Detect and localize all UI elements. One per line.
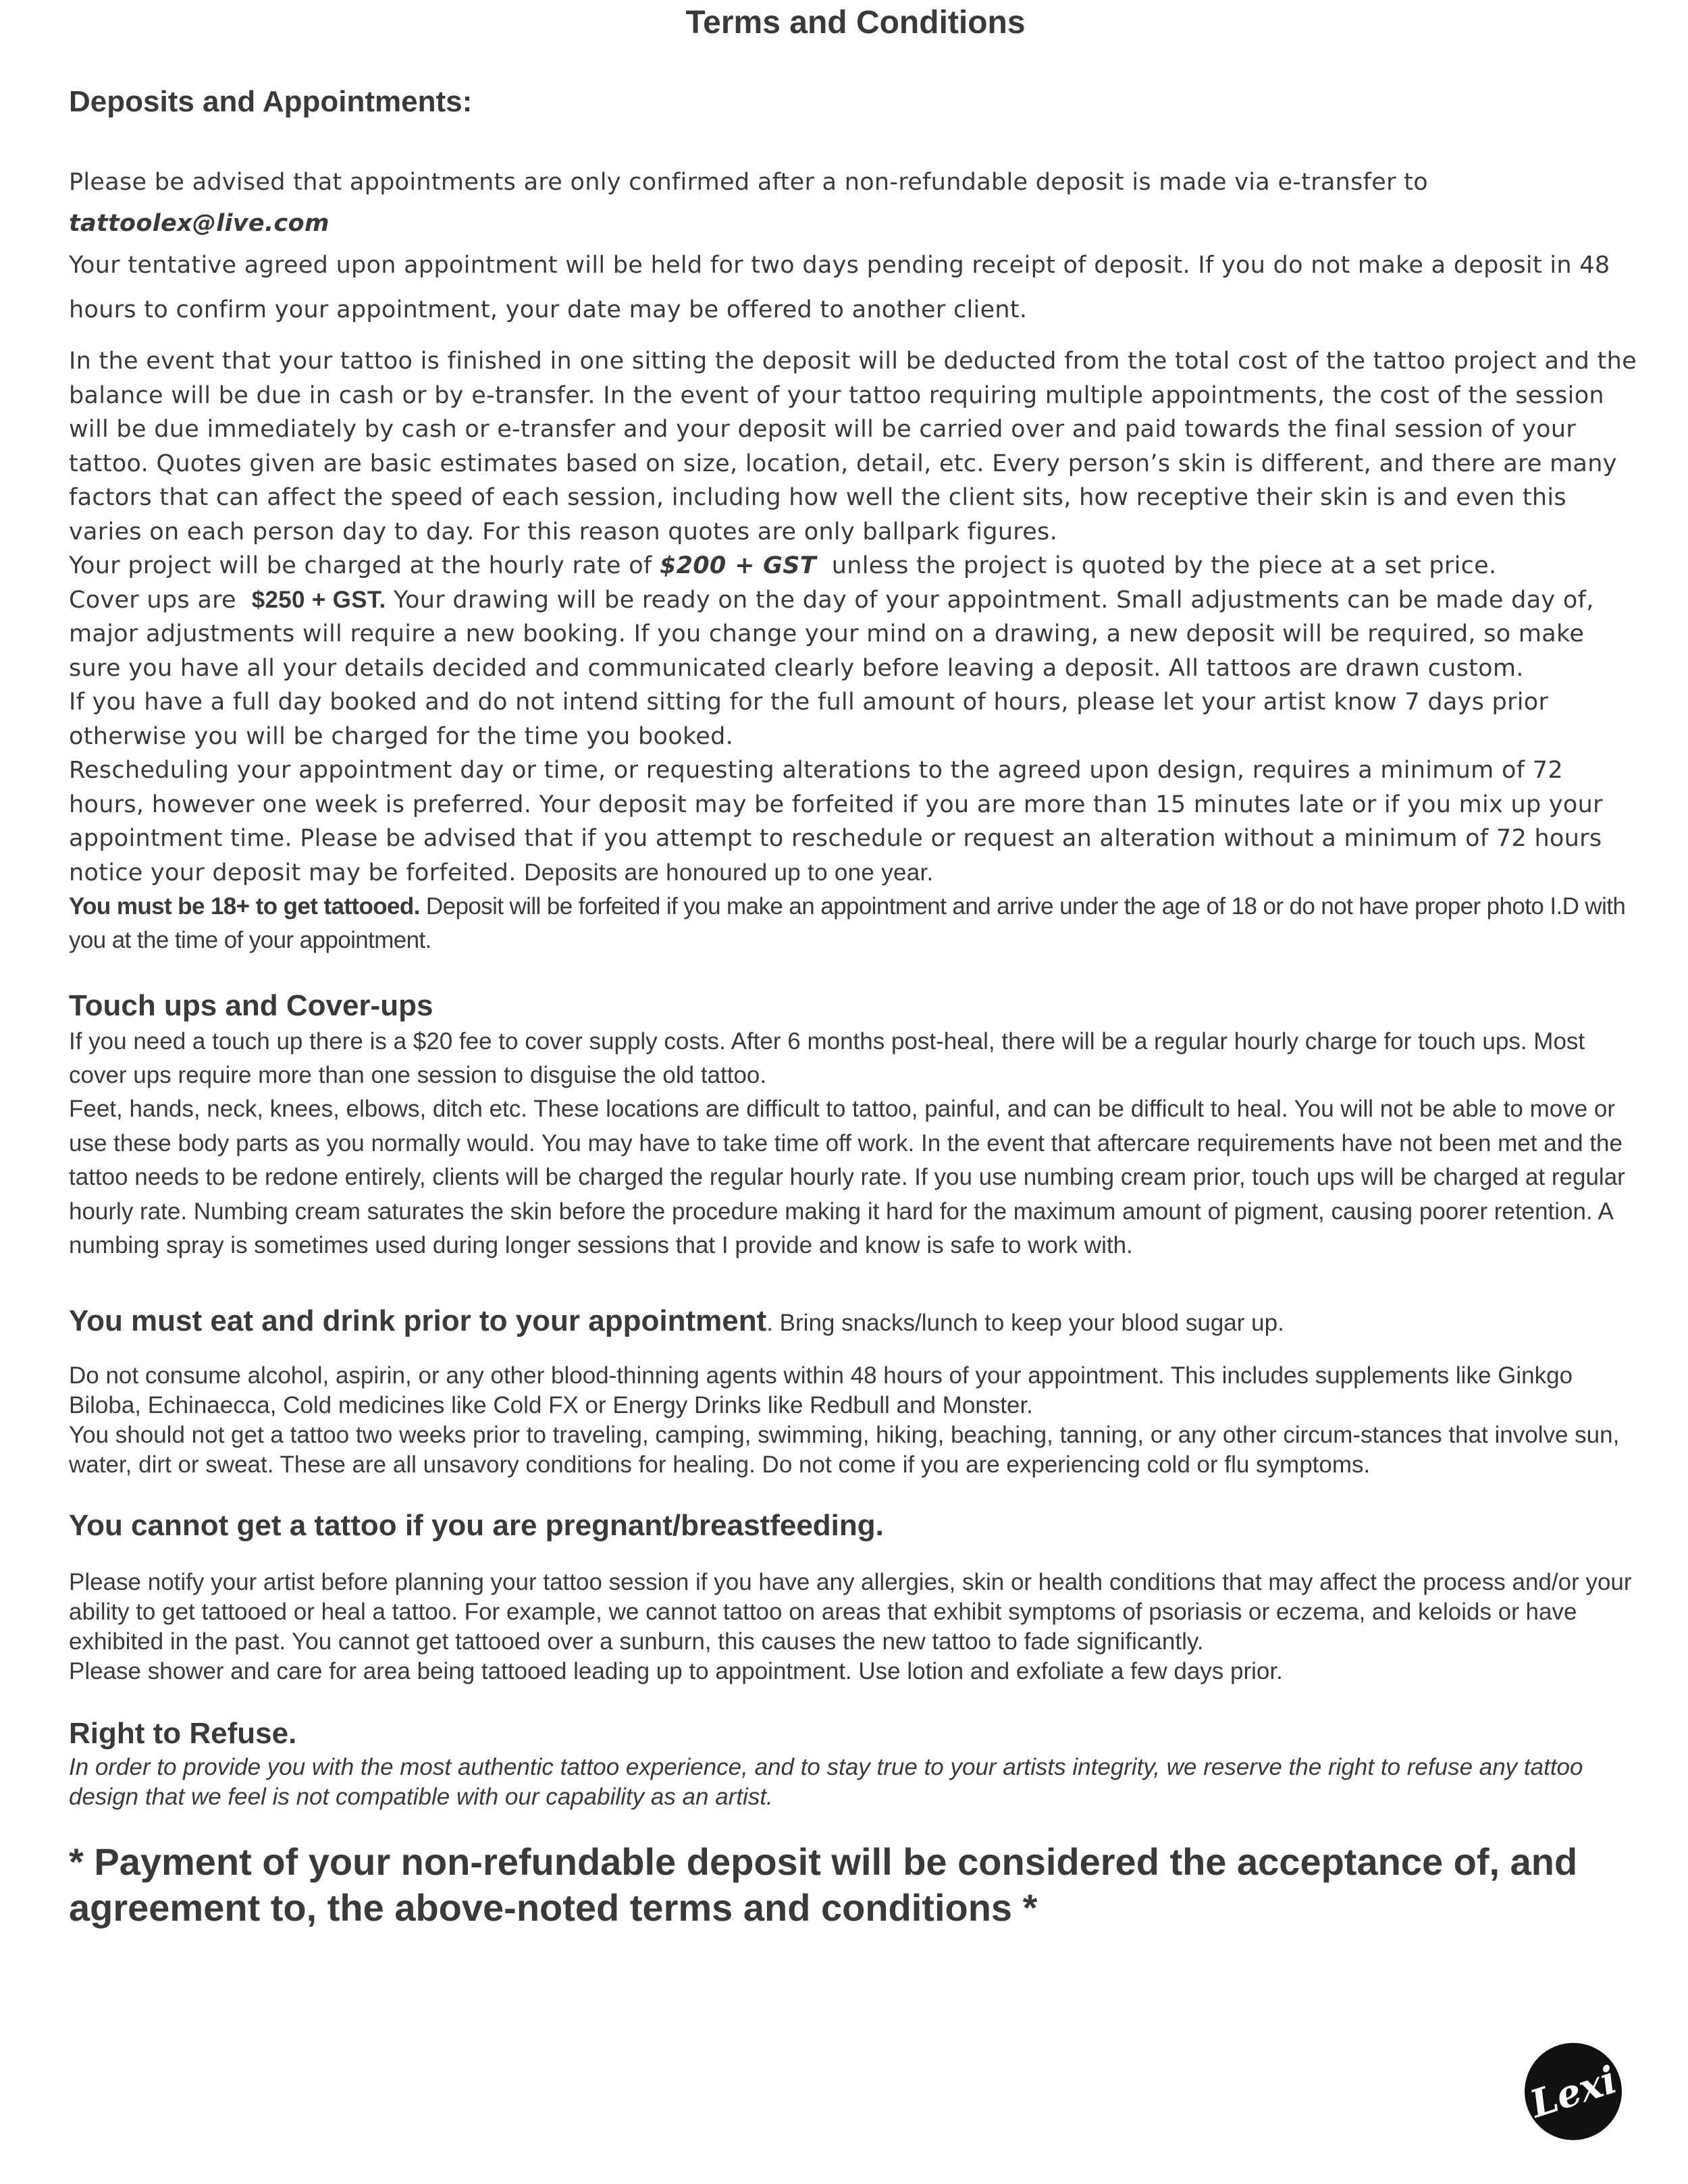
cover-ups-suffix: Your drawing will be ready on the day of your appointment. Small adjustments can be made day of, major adjustments will require a new booking. If you change your mind on a drawing, a new deposit will be required, so make sure you have all your details decided and communicated clearly before leaving a deposit. All tattoos are drawn custom. [69, 586, 1594, 682]
touchup-fee-text: If you need a touch up there is a $20 fee to cover supply costs. After 6 months post-heal, there will be a regular hourly charge for touch ups. Most cover ups require more than one session to disguise the old tattoo. [69, 1028, 1585, 1088]
touchups-heading: Touch ups and Cover-ups [69, 989, 433, 1022]
refuse-heading: Right to Refuse. [69, 1716, 297, 1750]
cover-ups-text [69, 583, 1642, 686]
age-requirement-text [69, 890, 1642, 957]
cover-ups-prefix: Cover ups are [69, 586, 236, 614]
pregnancy-heading: You cannot get a tattoo if you are pregnant/breastfeeding. [69, 1508, 884, 1542]
age-requirement-bold: You must be 18+ to get tattooed. [69, 893, 420, 920]
rescheduling-text [69, 753, 1642, 890]
eat-drink-section [69, 1301, 1642, 1480]
hourly-rate-suffix: unless the project is quoted by the piece at a set price. [831, 552, 1497, 579]
svg-text:Lexi: Lexi [1525, 2057, 1623, 2127]
eat-drink-line [69, 1301, 1642, 1343]
hourly-rate-text [69, 549, 1642, 583]
deposit-confirm-text: Please be advised that appointments are only confirmed after a non-refundable deposit is made via e-transfer to [69, 169, 1428, 196]
rescheduling-main: Rescheduling your appointment day or time, or requesting alterations to the agreed upon design, requires a minimum of 72 hours, however one week is preferred. Your deposit may be forfeited if you are more than 15 minutes late or if you mix up your appointment time. Please be advised that if you attempt to reschedule or request an alteration without a minimum of 72 hours notice your deposit may be forfeited. [69, 757, 1603, 886]
hourly-rate-prefix: Your project will be charged at the hourly rate of [69, 552, 652, 579]
eat-drink-heading: You must eat and drink prior to your appointment [69, 1304, 767, 1337]
eat-drink-tail: . Bring snacks/lunch to keep your blood sugar up. [766, 1309, 1284, 1336]
refuse-section [69, 1715, 1642, 1812]
difficult-locations-text: Feet, hands, neck, knees, elbows, ditch etc. These locations are difficult to tattoo, painful, and can be difficult to heal. You will not be able to move or use these body parts as you normally would. You may have to take time off work. In the event that aftercare requirements have not been met and the tattoo needs to be redone entirely, clients will be charged the regular hourly rate. If you use numbing cream prior, touch ups will be charged at regular hourly rate. Numbing cream saturates the skin before the procedure making it hard for the maximum amount of pigment, causing poorer retention. A numbing spray is sometimes used during longer sessions that I provide and know is safe to work with. [69, 1096, 1625, 1258]
acceptance-statement: * Payment of your non-refundable deposit will be considered the acceptance of, and agreement to, the above-noted terms and conditions * [69, 1840, 1578, 1929]
shower-care-text: Please shower and care for area being tattooed leading up to appointment. Use lotion and exfoliate a few days prior. [69, 1657, 1283, 1684]
deposits-honoured: Deposits are honoured up to one year. [524, 859, 934, 886]
pregnancy-section [69, 1507, 1642, 1686]
refuse-text: In order to provide you with the most authentic tattoo experience, and to stay true to your artists integrity, we reserve the right to refuse any tattoo design that we feel is not compatible with our capability as an artist. [69, 1753, 1583, 1810]
page-title: Terms and Conditions [685, 5, 1026, 41]
cover-ups-price: $250 + GST. [251, 586, 386, 613]
touchups-section [69, 987, 1642, 1263]
terms-document [69, 0, 1642, 1931]
age-requirement-rest: Deposit will be forfeited if you make an appointment and arrive under the age of 18 or do not have proper photo I.D with you at the time of your appointment. [69, 893, 1626, 953]
travel-warning-text: You should not get a tattoo two weeks prior to traveling, camping, swimming, hiking, beaching, tanning, or any other circum-stances that involve sun, water, dirt or sweat. These are all unsavory conditions for healing. Do not come if you are experiencing cold or flu symptoms. [69, 1421, 1620, 1478]
deposit-deduction-text: In the event that your tattoo is finished in one sitting the deposit will be deducted from the total cost of the tattoo project and the balance will be due in cash or by e-transfer. In the event of your tattoo requiring multiple appointments, the cost of the session will be due immediately by cash or e-transfer and your deposit will be carried over and paid towards the final session of your tattoo. Quotes given are basic estimates based on size, location, detail, etc. Every person’s skin is different, and there are many factors that can affect the speed of each session, including how well the client sits, how receptive their skin is and even this varies on each person day to day. For this reason quotes are only ballpark figures. [69, 348, 1637, 545]
deposits-heading: Deposits and Appointments: [69, 85, 473, 118]
blood-thinners-text: Do not consume alcohol, aspirin, or any other blood-thinning agents within 48 hours of your appointment. This includes supplements like Ginkgo Biloba, Echinaecca, Cold medicines like Cold FX or Energy Drinks like Redbull and Monster. [69, 1362, 1573, 1418]
tentative-hold-text: Your tentative agreed upon appointment will be held for two days pending receipt of deposit. If you do not make a deposit in 48 hours to confirm your appointment, your date may be offered to another client. [69, 252, 1610, 323]
full-day-text: If you have a full day booked and do not intend sitting for the full amount of hours, please let your artist know 7 days prior otherwise you will be charged for the time you booked. [69, 689, 1549, 750]
lexi-logo-icon [1523, 2041, 1624, 2142]
deposits-section [69, 85, 1642, 957]
deposit-details-block [69, 344, 1642, 957]
allergies-text: Please notify your artist before planning your tattoo session if you have any allergies, skin or health conditions that may affect the process and/or your ability to get tattooed or heal a tattoo. For example, we cannot tattoo on areas that exhibit symptoms of psoriasis or eczema, and keloids or have exhibited in the past. You cannot get tattooed over a sunburn, this causes the new tattoo to fade significantly. [69, 1568, 1632, 1655]
deposit-email[interactable]: tattoolex@live.com [69, 210, 329, 237]
hourly-rate-value: $200 + GST [659, 552, 816, 579]
